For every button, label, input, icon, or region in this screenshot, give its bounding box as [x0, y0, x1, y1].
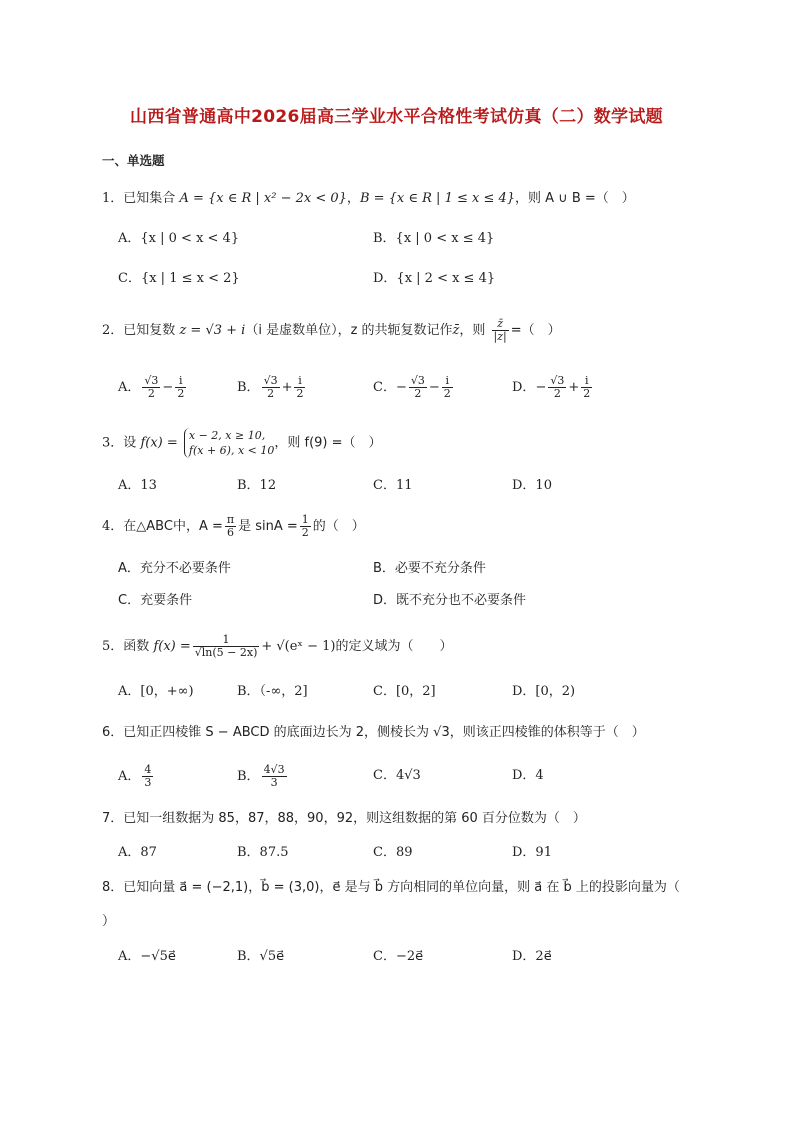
question-number: 1． — [102, 191, 124, 206]
denominator: 3 — [270, 776, 278, 789]
q3-option-a: A．13 — [118, 478, 157, 493]
denominator: √ln(5 − 2x) — [194, 646, 258, 659]
question-text: 已知向量 a⃗ = (−2,1)，b⃗ = (3,0)，e⃗ 是与 b⃗ 方向相同的单位向量，则 a⃗ 在 b⃗ 上的投影向量为（ — [123, 880, 680, 895]
question-tail: ，则 f(9) =（ ） — [274, 435, 382, 451]
option-letter: A． — [118, 380, 141, 395]
question-text: 已知复数 — [123, 323, 176, 338]
fraction — [442, 375, 453, 400]
q7-option-b: B．87.5 — [237, 845, 289, 860]
question-number: 4． — [102, 519, 124, 534]
denominator: 2 — [443, 387, 451, 400]
question-tail: 的定义域为（ ） — [335, 639, 453, 654]
numerator: √3 — [263, 374, 278, 387]
question-6 — [102, 723, 645, 743]
sign: − — [395, 380, 407, 395]
q1-option-d: D．{x | 2 < x ≤ 4} — [373, 271, 496, 286]
numerator: z̄ — [492, 318, 509, 331]
question-tail: =（ ） — [510, 323, 561, 338]
question-text: 已知正四棱锥 S − ABCD 的底面边长为 2，侧棱长为 √3，则该正四棱锥的体积等于（ ） — [123, 725, 645, 740]
q1-option-c: C．{x | 1 ≤ x < 2} — [118, 271, 240, 286]
conjugate: z̄ — [452, 323, 460, 338]
question-number: 5． — [102, 639, 124, 654]
q7-option-a: A．87 — [118, 845, 157, 860]
numerator: √3 — [550, 374, 565, 387]
q5-option-b: B．（-∞，2] — [237, 684, 308, 699]
fraction — [142, 764, 153, 789]
function-f: f(x) = — [153, 639, 191, 654]
fraction — [193, 634, 260, 659]
numerator: 4 — [144, 763, 152, 776]
numerator: √3 — [410, 374, 425, 387]
fraction — [225, 514, 236, 539]
denominator: 2 — [414, 387, 422, 400]
denominator: 2 — [583, 387, 591, 400]
piecewise-brace — [184, 428, 274, 458]
fraction — [581, 375, 592, 400]
numerator: i — [581, 375, 592, 388]
question-tail: 的（ ） — [312, 519, 365, 534]
fraction — [492, 318, 509, 343]
denominator: 3 — [144, 776, 152, 789]
denominator: 2 — [553, 387, 561, 400]
question-text-2: ，则 — [459, 323, 486, 338]
separator: ， — [346, 191, 360, 206]
numerator: 1 — [193, 634, 260, 647]
operator: + — [568, 380, 580, 395]
option-letter: A． — [118, 769, 141, 784]
denominator: 2 — [301, 526, 309, 539]
q2-option-d — [512, 375, 594, 400]
question-number: 7． — [102, 811, 124, 826]
q4-option-a: A．充分不必要条件 — [118, 561, 231, 576]
sqrt-term: + √(eˣ − 1) — [261, 639, 336, 654]
question-8 — [102, 878, 680, 898]
q2-option-c — [373, 375, 455, 400]
q7-option-c: C．89 — [373, 845, 413, 860]
case-1: x − 2, x ≥ 10, — [188, 429, 266, 442]
q3-option-d: D．10 — [512, 478, 552, 493]
q2-option-b — [237, 375, 307, 400]
set-a: A = {x ∈ R | x² − 2x < 0} — [179, 191, 347, 206]
complex-z: z = √3 + i — [179, 323, 246, 338]
q4-option-d: D．既不充分也不必要条件 — [373, 593, 527, 608]
fraction — [548, 375, 566, 400]
question-number: 3． — [102, 435, 124, 451]
question-5 — [102, 634, 452, 659]
denominator: 2 — [267, 387, 275, 400]
exam-title: 山西省普通高中2026届高三学业水平合格性考试仿真（二）数学试题 — [130, 107, 663, 127]
section-heading: 一、单选题 — [102, 153, 165, 168]
denominator: 2 — [296, 387, 304, 400]
question-text: 已知一组数据为 85，87，88，90，92，则这组数据的第 60 百分位数为（ ） — [123, 811, 586, 826]
option-letter: D． — [512, 380, 536, 395]
case-2: f(x + 6), x < 10 — [188, 444, 275, 457]
q3-option-c: C．11 — [373, 478, 413, 493]
question-8-continuation: ） — [102, 914, 116, 929]
operator: − — [428, 380, 440, 395]
q6-option-b — [237, 764, 289, 789]
q5-option-a: A．[0，+∞) — [118, 684, 194, 699]
question-text: 在△ABC中，A = — [123, 519, 223, 534]
operator: + — [281, 380, 293, 395]
q6-option-d: D．4 — [512, 768, 544, 783]
numerator: π — [226, 513, 235, 526]
question-text-2: 是 sinA = — [238, 519, 298, 534]
q8-option-c: C．−2e⃗ — [373, 949, 424, 964]
question-1 — [102, 189, 635, 209]
q4-option-c: C．充要条件 — [118, 593, 193, 608]
q5-option-d: D．[0，2) — [512, 684, 576, 699]
denominator: 2 — [147, 387, 155, 400]
question-text: 已知集合 — [123, 191, 176, 206]
fraction — [294, 375, 305, 400]
denominator: 2 — [177, 387, 185, 400]
denominator: 6 — [226, 526, 234, 539]
q5-option-c: C．[0，2] — [373, 684, 436, 699]
set-b: B = {x ∈ R | 1 ≤ x ≤ 4} — [359, 191, 516, 206]
numerator: 1 — [301, 513, 309, 526]
numerator: 4√3 — [263, 763, 285, 776]
question-4 — [102, 514, 365, 539]
fraction — [262, 375, 280, 400]
question-note: （i 是虚数单位），z 的共轭复数记作 — [245, 323, 453, 338]
numerator: √3 — [144, 374, 159, 387]
q8-option-b: B．√5e⃗ — [237, 949, 285, 964]
question-number: 2． — [102, 323, 124, 338]
q7-option-d: D．91 — [512, 845, 552, 860]
sign: − — [535, 380, 547, 395]
question-number: 8． — [102, 880, 124, 895]
numerator: i — [175, 375, 186, 388]
question-2 — [102, 318, 561, 343]
question-3 — [102, 428, 382, 458]
q1-option-b: B．{x | 0 < x ≤ 4} — [373, 231, 495, 246]
option-letter: B． — [237, 769, 260, 784]
q1-option-a: A．{x | 0 < x < 4} — [118, 231, 240, 246]
fraction — [409, 375, 427, 400]
denominator: |z| — [493, 330, 507, 343]
question-7 — [102, 809, 586, 829]
question-number: 6． — [102, 725, 124, 740]
option-letter: B． — [237, 380, 260, 395]
q6-option-c: C．4√3 — [373, 768, 421, 783]
question-text: 函数 — [123, 639, 150, 654]
operator: − — [162, 380, 174, 395]
numerator: i — [294, 375, 305, 388]
fraction — [142, 375, 160, 400]
fraction — [300, 514, 311, 539]
q8-option-a: A．−√5e⃗ — [118, 949, 176, 964]
fraction — [262, 764, 287, 789]
question-tail: ，则 A ∪ B =（ ） — [515, 191, 635, 206]
q2-option-a — [118, 375, 188, 400]
q6-option-a — [118, 764, 155, 789]
numerator: i — [442, 375, 453, 388]
function-f: f(x) = — [140, 435, 178, 451]
fraction — [175, 375, 186, 400]
q3-option-b: B．12 — [237, 478, 277, 493]
q4-option-b: B．必要不充分条件 — [373, 561, 486, 576]
question-text: 设 — [123, 435, 137, 451]
q8-option-d: D．2e⃗ — [512, 949, 552, 964]
option-letter: C． — [373, 380, 396, 395]
